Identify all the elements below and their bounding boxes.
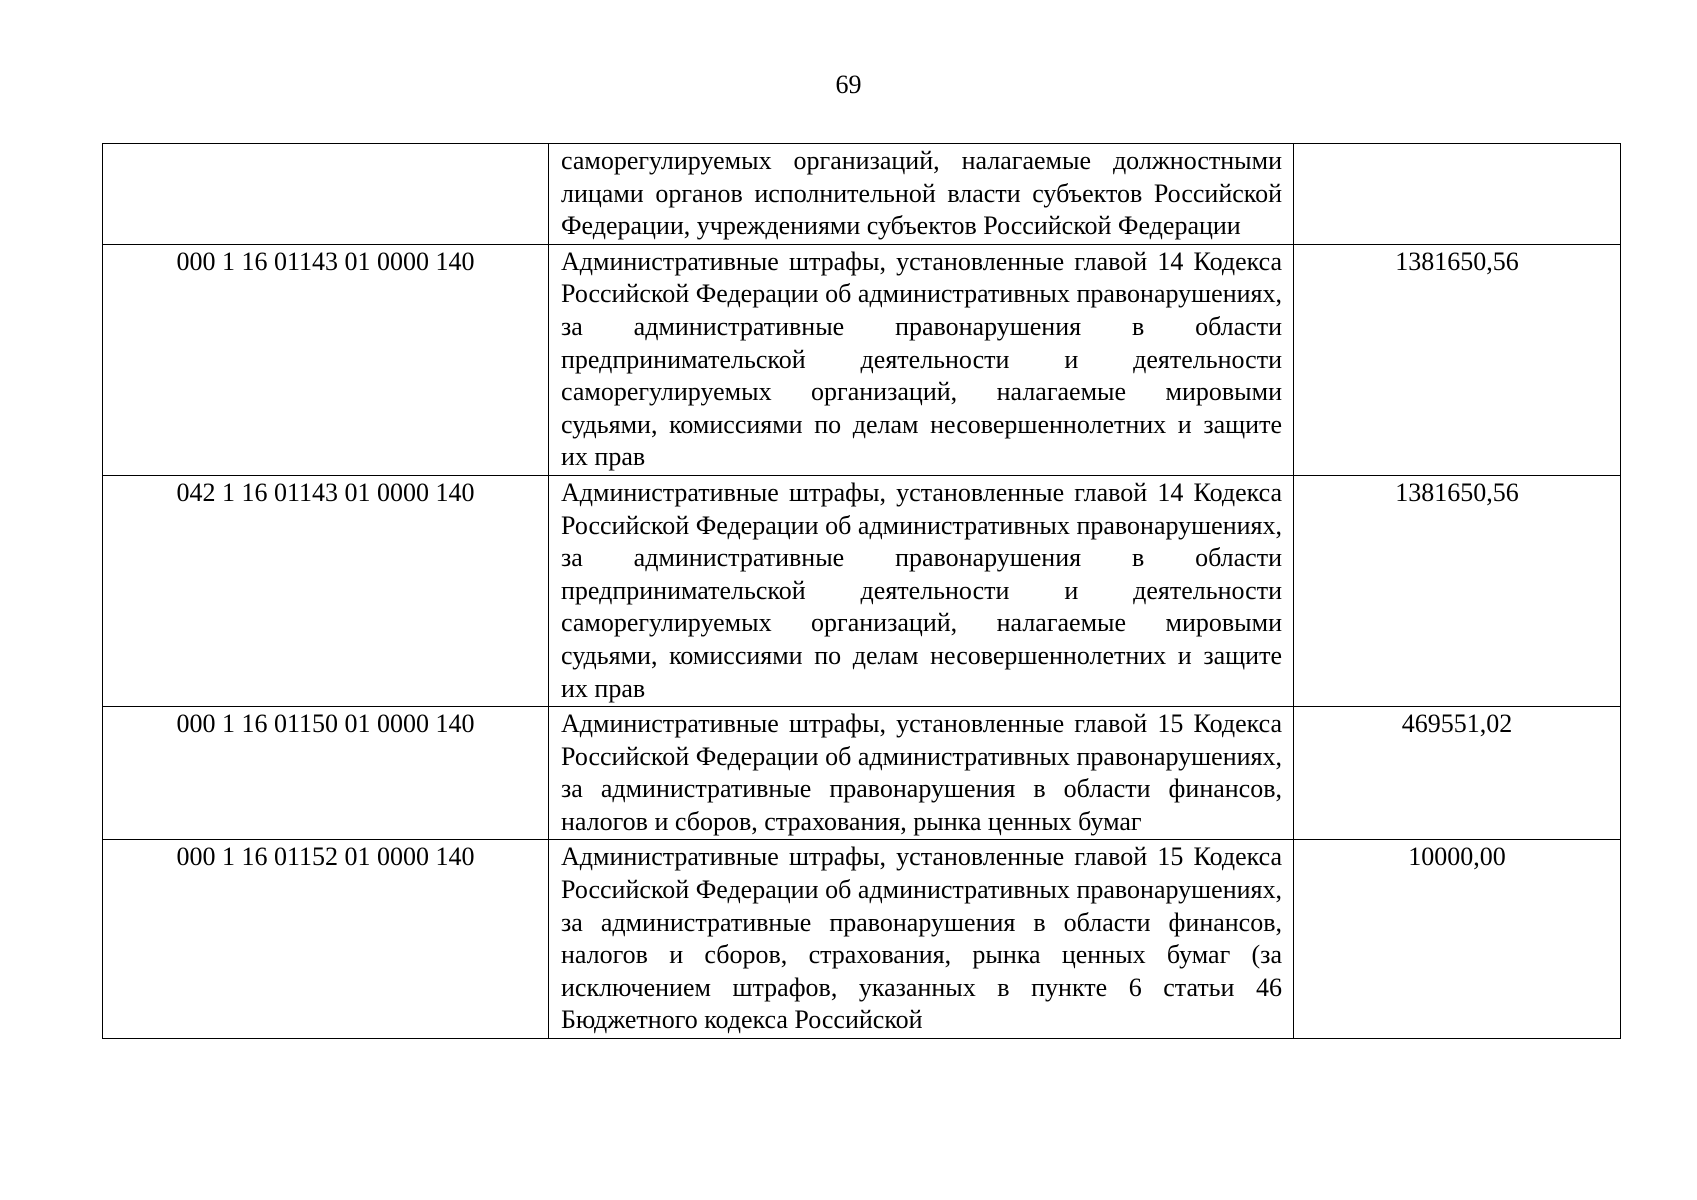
table-row (103, 144, 1621, 245)
table-row (103, 475, 1621, 706)
budget-code-cell: 000 1 16 01152 01 0000 140 (103, 840, 549, 1039)
table-row (103, 244, 1621, 475)
description-cell: Административные штрафы, установленные главой 14 Кодекса Российской Федерации об административных правонарушениях, за административные правонарушения в области предпринимательской деятельности и деятельности саморегулируемых организаций, налагаемые мировыми судьями, комиссиями по делам несовершеннолетних и защите их прав (549, 244, 1294, 475)
budget-code-cell: 000 1 16 01143 01 0000 140 (103, 244, 549, 475)
description-cell: саморегулируемых организаций, налагаемые должностными лицами органов исполнительной власти субъектов Российской Федерации, учреждениями субъектов Российской Федерации (549, 144, 1294, 245)
description-cell: Административные штрафы, установленные главой 15 Кодекса Российской Федерации об административных правонарушениях, за административные правонарушения в области финансов, налогов и сборов, страхования, рынка ценных бумаг (549, 707, 1294, 840)
description-cell: Административные штрафы, установленные главой 14 Кодекса Российской Федерации об административных правонарушениях, за административные правонарушения в области предпринимательской деятельности и деятельности саморегулируемых организаций, налагаемые мировыми судьями, комиссиями по делам несовершеннолетних и защите их прав (549, 475, 1294, 706)
budget-revenue-table (102, 143, 1621, 1039)
amount-cell: 469551,02 (1294, 707, 1621, 840)
amount-cell: 10000,00 (1294, 840, 1621, 1039)
budget-code-cell: 000 1 16 01150 01 0000 140 (103, 707, 549, 840)
page-number: 69 (835, 70, 862, 99)
table-row (103, 707, 1621, 840)
amount-cell: 1381650,56 (1294, 475, 1621, 706)
description-cell: Административные штрафы, установленные главой 15 Кодекса Российской Федерации об административных правонарушениях, за административные правонарушения в области финансов, налогов и сборов, страхования, рынка ценных бумаг (за исключением штрафов, указанных в пункте 6 статьи 46 Бюджетного кодекса Российской (549, 840, 1294, 1039)
budget-code-cell: 042 1 16 01143 01 0000 140 (103, 475, 549, 706)
amount-cell (1294, 144, 1621, 245)
amount-cell: 1381650,56 (1294, 244, 1621, 475)
table-row (103, 840, 1621, 1039)
budget-code-cell (103, 144, 549, 245)
